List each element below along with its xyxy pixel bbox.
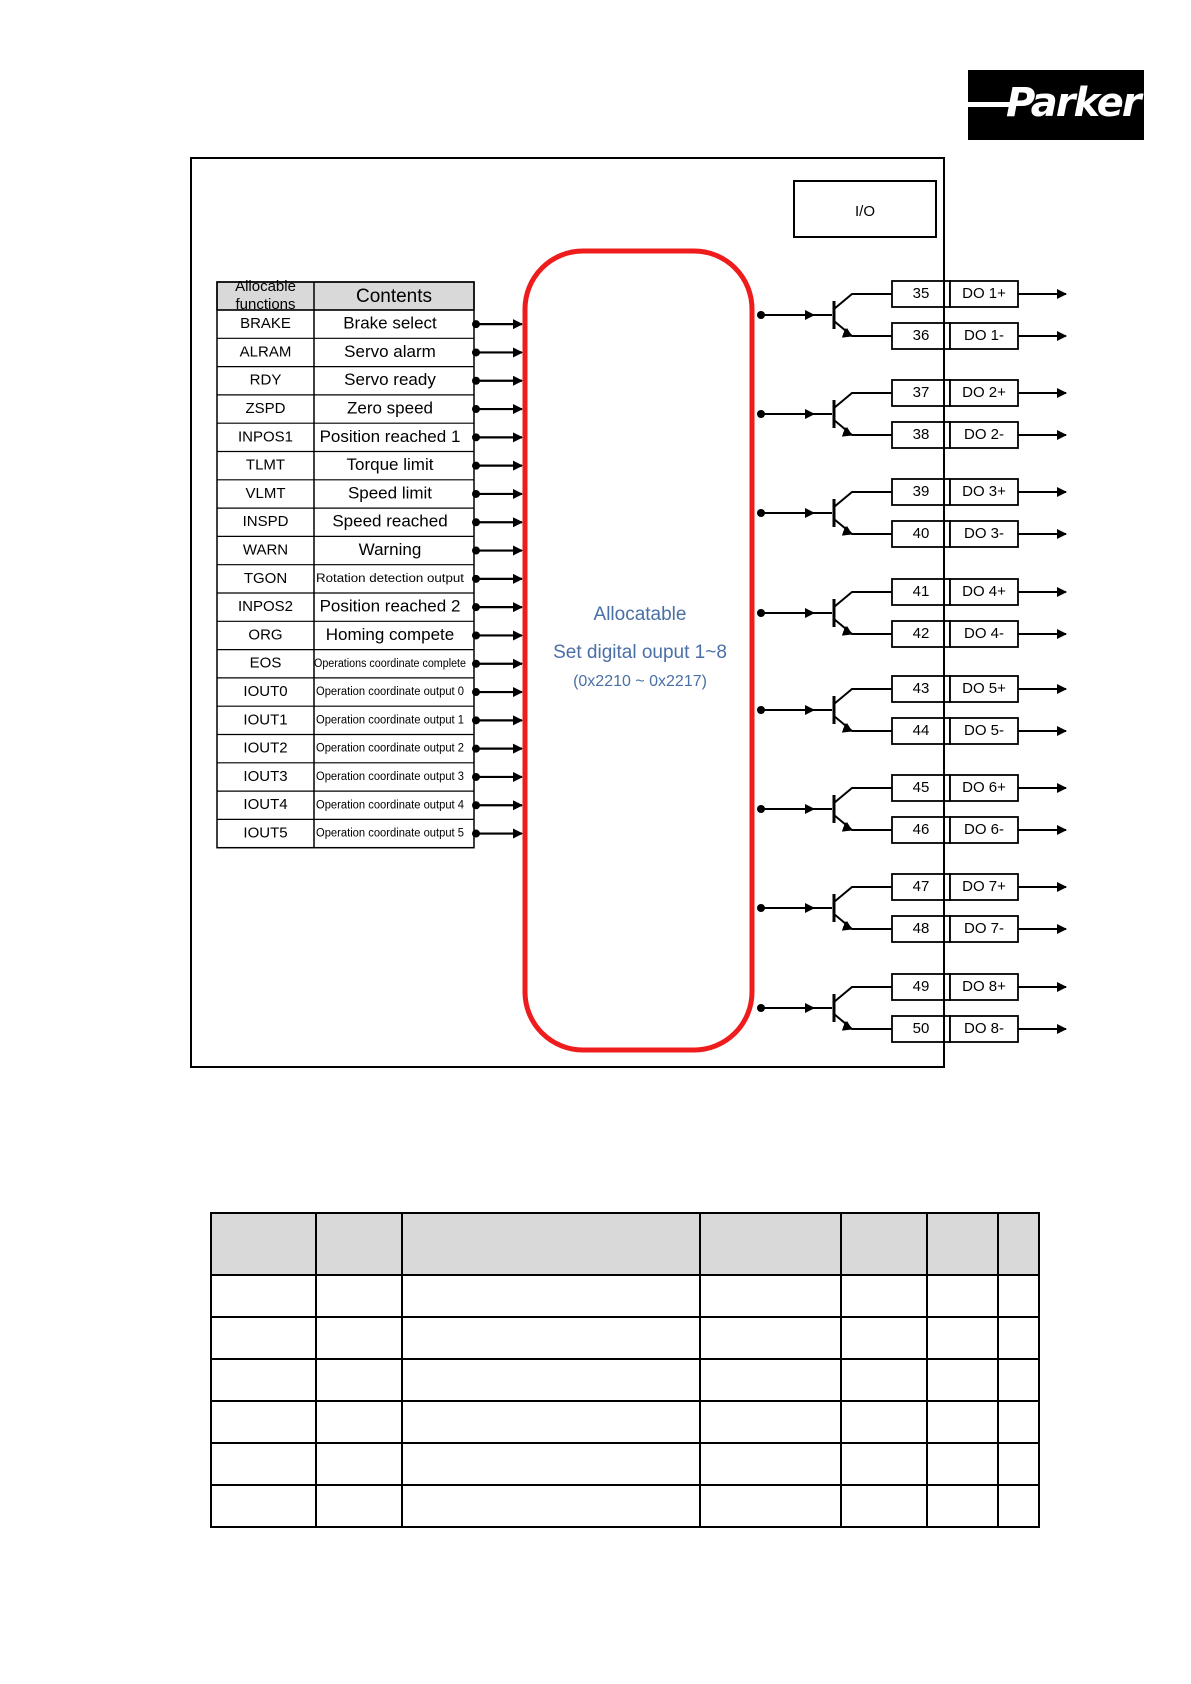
function-code: INSPD	[242, 513, 289, 531]
header-contents: Contents	[355, 286, 433, 308]
table-cell	[402, 1443, 700, 1485]
output-channel	[757, 775, 1066, 843]
pin-number: 42	[912, 624, 930, 642]
function-content: Homing compete	[325, 624, 455, 644]
function-content: Speed limit	[347, 483, 433, 503]
transistor-emitter	[834, 321, 892, 336]
do-label: DO 1+	[962, 284, 1006, 302]
do-label: DO 5-	[963, 721, 1005, 739]
bottom-table	[210, 1212, 1040, 1528]
table-cell	[998, 1275, 1039, 1317]
bottom-table-header-row	[211, 1213, 1039, 1275]
center-subtitle: Set digital ouput 1~8	[553, 642, 727, 663]
output-channel	[757, 281, 1066, 349]
bottom-table-row	[211, 1317, 1039, 1359]
center-range: (0x2210 ~ 0x2217)	[573, 673, 707, 690]
table-cell	[211, 1359, 316, 1401]
function-content: Operation coordinate output 1	[316, 714, 464, 727]
pin-number: 38	[912, 425, 930, 443]
table-cell	[841, 1359, 927, 1401]
do-label: DO 2+	[962, 383, 1006, 401]
do-label: DO 3+	[962, 482, 1006, 500]
table-cell	[402, 1275, 700, 1317]
pin-number: 43	[912, 679, 930, 697]
table-cell	[700, 1443, 841, 1485]
header-cell	[700, 1213, 841, 1275]
function-content: Warning	[358, 540, 422, 560]
transistor-collector	[834, 987, 892, 1002]
table-cell	[700, 1485, 841, 1527]
function-content: Zero speed	[347, 398, 433, 418]
header-cell	[402, 1213, 700, 1275]
function-code: IOUT0	[243, 683, 288, 701]
bottom-table-row	[211, 1401, 1039, 1443]
pin-number: 50	[912, 1019, 930, 1037]
function-code: ZSPD	[245, 400, 286, 418]
transistor-emitter	[834, 619, 892, 634]
transistor-collector	[834, 689, 892, 704]
pin-number: 45	[912, 778, 930, 796]
header-cell	[998, 1213, 1039, 1275]
pin-number: 49	[912, 977, 930, 995]
logo-text: Parker	[1006, 80, 1140, 126]
pin-number: 47	[912, 877, 930, 895]
table-cell	[998, 1401, 1039, 1443]
table-cell	[211, 1443, 316, 1485]
do-label: DO 4-	[963, 624, 1005, 642]
function-content: Operations coordinate complete	[314, 657, 466, 670]
function-code: EOS	[249, 654, 282, 672]
function-content: Speed reached	[332, 511, 448, 531]
output-channels	[757, 158, 1066, 1067]
transistor-collector	[834, 294, 892, 309]
table-cell	[316, 1359, 402, 1401]
table-cell	[841, 1275, 927, 1317]
table-cell	[211, 1485, 316, 1527]
function-content: Position reached 1	[319, 426, 461, 446]
table-cell	[927, 1443, 998, 1485]
pin-number: 39	[912, 482, 930, 500]
output-channel	[757, 479, 1066, 547]
do-label: DO 7-	[963, 919, 1005, 937]
table-cell	[998, 1485, 1039, 1527]
transistor-collector	[834, 592, 892, 607]
pin-number: 40	[912, 524, 930, 542]
pin-number: 35	[912, 284, 930, 302]
function-code: ALRAM	[239, 343, 292, 361]
do-label: DO 5+	[962, 679, 1006, 697]
pin-number: 41	[912, 582, 930, 600]
transistor-emitter	[834, 716, 892, 731]
table-cell	[841, 1485, 927, 1527]
table-cell	[700, 1359, 841, 1401]
table-cell	[841, 1317, 927, 1359]
function-code: INPOS2	[237, 598, 294, 616]
function-content: Operation coordinate output 5	[316, 827, 464, 840]
table-cell	[211, 1401, 316, 1443]
table-cell	[402, 1317, 700, 1359]
table-cell	[211, 1317, 316, 1359]
transistor-emitter	[834, 914, 892, 929]
transistor-emitter	[834, 420, 892, 435]
output-channel	[757, 874, 1066, 942]
output-channel	[757, 974, 1066, 1042]
do-label: DO 7+	[962, 877, 1006, 895]
function-code: IOUT5	[243, 824, 288, 842]
pin-number: 36	[912, 326, 930, 344]
table-cell	[700, 1275, 841, 1317]
function-code: IOUT1	[243, 711, 288, 729]
table-cell	[841, 1401, 927, 1443]
transistor-collector	[834, 887, 892, 902]
table-cell	[402, 1401, 700, 1443]
transistor-emitter	[834, 519, 892, 534]
table-cell	[841, 1443, 927, 1485]
pin-number: 48	[912, 919, 930, 937]
function-code: IOUT4	[243, 796, 288, 814]
function-content: Operation coordinate output 2	[316, 742, 464, 755]
table-cell	[927, 1485, 998, 1527]
function-code: INPOS1	[237, 428, 294, 446]
table-cell	[998, 1359, 1039, 1401]
table-cell	[927, 1317, 998, 1359]
pin-number: 46	[912, 820, 930, 838]
transistor-collector	[834, 393, 892, 408]
center-title: Allocatable	[593, 604, 687, 625]
table-cell	[998, 1317, 1039, 1359]
function-content: Position reached 2	[319, 596, 461, 616]
table-cell	[316, 1275, 402, 1317]
function-code: IOUT2	[243, 739, 288, 757]
do-label: DO 1-	[963, 326, 1005, 344]
function-content: Operation coordinate output 0	[316, 686, 464, 699]
function-content: Operation coordinate output 4	[316, 799, 465, 812]
bottom-table-row	[211, 1359, 1039, 1401]
table-cell	[927, 1401, 998, 1443]
table-cell	[316, 1443, 402, 1485]
bottom-table-row	[211, 1443, 1039, 1485]
do-label: DO 3-	[963, 524, 1005, 542]
table-cell	[700, 1317, 841, 1359]
function-code: WARN	[242, 541, 289, 559]
do-label: DO 8-	[963, 1019, 1005, 1037]
function-arrows	[472, 320, 522, 837]
table-cell	[998, 1443, 1039, 1485]
transistor-collector	[834, 788, 892, 803]
function-content: Torque limit	[346, 455, 434, 475]
output-channel	[757, 579, 1066, 647]
pin-number: 44	[912, 721, 930, 739]
function-content: Brake select	[343, 313, 437, 333]
function-content: Servo alarm	[344, 341, 436, 361]
table-cell	[927, 1359, 998, 1401]
do-label: DO 8+	[962, 977, 1006, 995]
table-cell	[927, 1275, 998, 1317]
function-code: RDY	[249, 371, 282, 389]
function-content: Servo ready	[344, 370, 436, 390]
table-cell	[316, 1485, 402, 1527]
do-label: DO 6+	[962, 778, 1006, 796]
function-code: VLMT	[245, 484, 286, 502]
function-content: Rotation detection output	[316, 572, 465, 585]
bottom-table-row	[211, 1275, 1039, 1317]
io-label: I/O	[854, 202, 876, 220]
function-code: TLMT	[245, 456, 286, 474]
do-label: DO 4+	[962, 582, 1006, 600]
function-code: BRAKE	[240, 315, 291, 333]
header-cell	[841, 1213, 927, 1275]
output-channel	[757, 676, 1066, 744]
function-code: IOUT3	[243, 767, 288, 785]
do-label: DO 6-	[963, 820, 1005, 838]
header-cell	[211, 1213, 316, 1275]
transistor-collector	[834, 492, 892, 507]
table-cell	[402, 1359, 700, 1401]
table-cell	[211, 1275, 316, 1317]
transistor-emitter	[834, 815, 892, 830]
header-cell	[927, 1213, 998, 1275]
table-cell	[316, 1317, 402, 1359]
header-cell	[316, 1213, 402, 1275]
function-content: Operation coordinate output 3	[316, 770, 464, 783]
pin-number: 37	[912, 383, 930, 401]
function-table	[217, 278, 474, 848]
bottom-table-row	[211, 1485, 1039, 1527]
do-label: DO 2-	[963, 425, 1005, 443]
transistor-emitter	[834, 1014, 892, 1029]
table-cell	[700, 1401, 841, 1443]
output-channel	[757, 380, 1066, 448]
table-cell	[402, 1485, 700, 1527]
function-code: ORG	[248, 626, 283, 644]
header-functions: Allocable functions	[235, 278, 296, 313]
function-code: TGON	[243, 569, 288, 587]
table-cell	[316, 1401, 402, 1443]
